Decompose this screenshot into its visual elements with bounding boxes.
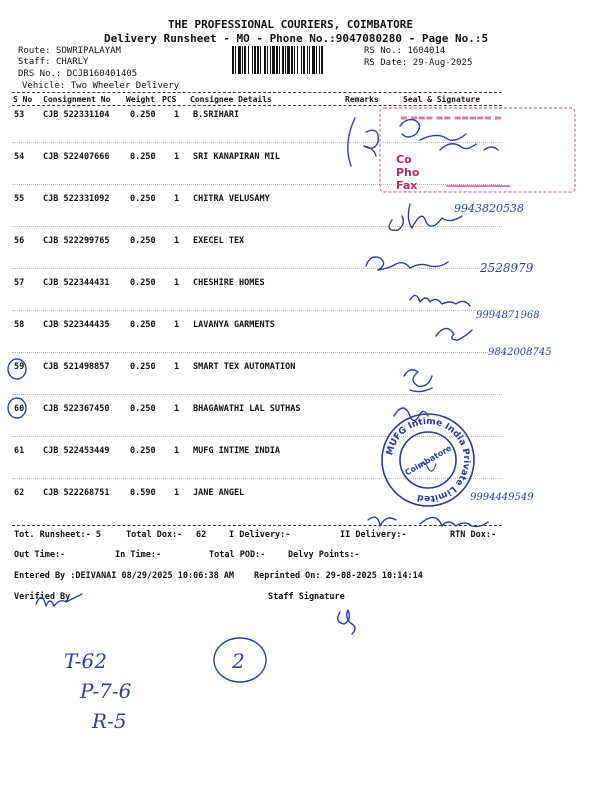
row-sno: 61 [14, 446, 25, 456]
row-weight: 0.590 [130, 488, 156, 498]
row-weight: 0.250 [130, 194, 156, 204]
staff-signature-label: Staff Signature [268, 592, 345, 602]
col-seal: Seal & Signature [403, 95, 481, 104]
row-consignee: CHESHIRE HOMES [193, 278, 265, 288]
runsheet-subtitle: Delivery Runsheet - MO - Phone No.:9047080280 - Page No.:5 [104, 32, 489, 45]
note-total: T-62 [64, 649, 107, 673]
note-rtn: R-5 [92, 709, 127, 733]
row-consignee: LAVANYA GARMENTS [193, 320, 275, 330]
total-runsheet: Tot. Runsheet:- 5 [14, 530, 101, 540]
signature-row-54 [440, 144, 498, 150]
staff-value: CHARLY [55, 57, 89, 67]
row-sno: 56 [14, 236, 25, 246]
row-pcs: 1 [174, 320, 180, 330]
rtn-dox-label: RTN Dox:- [450, 530, 497, 540]
row-pcs: 1 [174, 194, 180, 204]
col-consignee: Consignee Details [190, 95, 272, 104]
phone-row-62: 9994449549 [470, 492, 534, 503]
phone-row-57: 9994871968 [476, 310, 540, 321]
signature-row-57 [410, 295, 470, 306]
col-consignment: Consignment No [43, 95, 111, 104]
signature-row-59 [404, 370, 432, 392]
signature-row-55 [389, 204, 462, 230]
col-sno: S No [13, 95, 33, 104]
row-weight: 0.250 [130, 152, 156, 162]
row-weight: 0.250 [130, 362, 156, 372]
rs-date-value: 29-Aug-2025 [412, 58, 473, 68]
verified-by-signature [36, 594, 82, 606]
row-pcs: 1 [174, 404, 180, 414]
col-remarks: Remarks [345, 95, 379, 104]
stamp-top-line: ▬ ▬▬▬ ▬▬ ▬▬▬▬▬ ▬ [400, 113, 502, 122]
seal-center-text: Coimbatore [403, 443, 454, 478]
seal-ring-text: MUFG Intime India Private Limited [385, 416, 472, 504]
drs-label: DRS No.: [18, 69, 62, 79]
row-consignment-no: CJB 521498857 [43, 362, 110, 372]
ii-delivery-label: II Delivery:- [340, 530, 407, 540]
total-dox-value: 62 [196, 530, 207, 540]
row-sno: 57 [14, 278, 25, 288]
row-consignee: JANE ANGEL [193, 488, 245, 498]
row-consignee: B.SRIHARI [193, 110, 240, 120]
verified-by-label: Verified By [14, 592, 71, 602]
i-delivery-label: I Delivery:- [229, 530, 291, 540]
row-consignment-no: CJB 522407666 [43, 152, 110, 162]
row-consignee: BHAGAWATHI LAL SUTHAS [193, 404, 301, 414]
row-sno: 53 [14, 110, 25, 120]
row-consignee: MUFG INTIME INDIA [193, 446, 280, 456]
out-time-label: Out Time:- [14, 550, 66, 560]
col-weight: Weight [126, 95, 155, 104]
in-time-label: In Time:- [115, 550, 162, 560]
row-pcs: 1 [174, 362, 180, 372]
row-consignment-no: CJB 522344431 [43, 278, 110, 288]
row-sno: 59 [14, 362, 25, 372]
row-pcs: 1 [174, 236, 180, 246]
signature-row-56 [366, 257, 448, 270]
rs-date-label: RS Date: [364, 58, 408, 68]
row-sno: 55 [14, 194, 25, 204]
row-weight: 0.250 [130, 278, 156, 288]
reprinted-on: Reprinted On: 29-08-2025 10:14:14 [254, 571, 423, 581]
phone-row-55: 9943820538 [454, 202, 524, 215]
staff-signature-mark [338, 610, 355, 634]
row-weight: 0.250 [130, 236, 156, 246]
row-consignment-no: CJB 522453449 [43, 446, 110, 456]
row-consignee: CHITRA VELUSAMY [193, 194, 270, 204]
entered-by: Entered By :DEIVANAI 08/29/2025 10:06:38 AM [14, 571, 235, 581]
signature-row-53 [348, 118, 466, 166]
vehicle-info: Vehicle: Two Wheeler Delivery [22, 81, 180, 91]
drs-value: DCJB160401405 [66, 69, 138, 79]
note-pod: P-7-6 [80, 679, 132, 703]
row-pcs: 1 [174, 278, 180, 288]
phone-row-58: 9842008745 [488, 347, 552, 358]
col-pcs: PCS [162, 95, 177, 104]
row-consignment-no: CJB 522331092 [43, 194, 110, 204]
staff-label: Staff: [18, 57, 51, 67]
delvy-points-label: Delvy Points:- [288, 550, 360, 560]
total-dox-label: Total Dox:- [126, 530, 183, 540]
stamp-line-2: Pho [396, 166, 420, 179]
circle-mark-60 [8, 398, 26, 418]
row-pcs: 1 [174, 152, 180, 162]
row-pcs: 1 [174, 488, 180, 498]
row-consignment-no: CJB 522268751 [43, 488, 110, 498]
row-consignee: SMART TEX AUTOMATION [193, 362, 296, 372]
total-pod-label: Total POD:- [209, 550, 266, 560]
stamp-line-3: Fax [396, 179, 418, 192]
signature-row-58 [436, 328, 472, 340]
signature-row-60 [394, 408, 428, 421]
stamp-line-1: Co [396, 153, 412, 166]
company-name: THE PROFESSIONAL COURIERS, COIMBATORE [168, 18, 414, 31]
row-pcs: 1 [174, 446, 180, 456]
row-sno: 54 [14, 152, 25, 162]
row-weight: 0.250 [130, 404, 156, 414]
row-weight: 0.250 [130, 446, 156, 456]
row-consignment-no: CJB 522331104 [43, 110, 110, 120]
row-consignment-no: CJB 522299765 [43, 236, 110, 246]
rs-no-value: 1604014 [407, 46, 446, 56]
row-consignee: SRI KANAPIRAN MIL [193, 152, 280, 162]
circled-number-text: 2 [232, 649, 245, 673]
route-value: SOWRIPALAYAM [55, 46, 121, 56]
row-sno: 62 [14, 488, 25, 498]
row-weight: 0.250 [130, 320, 156, 330]
row-consignee: EXECEL TEX [193, 236, 245, 246]
rs-no-label: RS No.: [364, 46, 402, 56]
row-weight: 0.250 [130, 110, 156, 120]
route-label: Route: [18, 46, 51, 56]
signature-row-62 [368, 517, 488, 526]
row-pcs: 1 [174, 110, 180, 120]
row-sno: 60 [14, 404, 25, 414]
phone-row-56: 2528979 [480, 261, 534, 275]
row-sno: 58 [14, 320, 25, 330]
row-consignment-no: CJB 522367450 [43, 404, 110, 414]
circle-mark-59 [8, 359, 26, 379]
row-consignment-no: CJB 522344435 [43, 320, 110, 330]
